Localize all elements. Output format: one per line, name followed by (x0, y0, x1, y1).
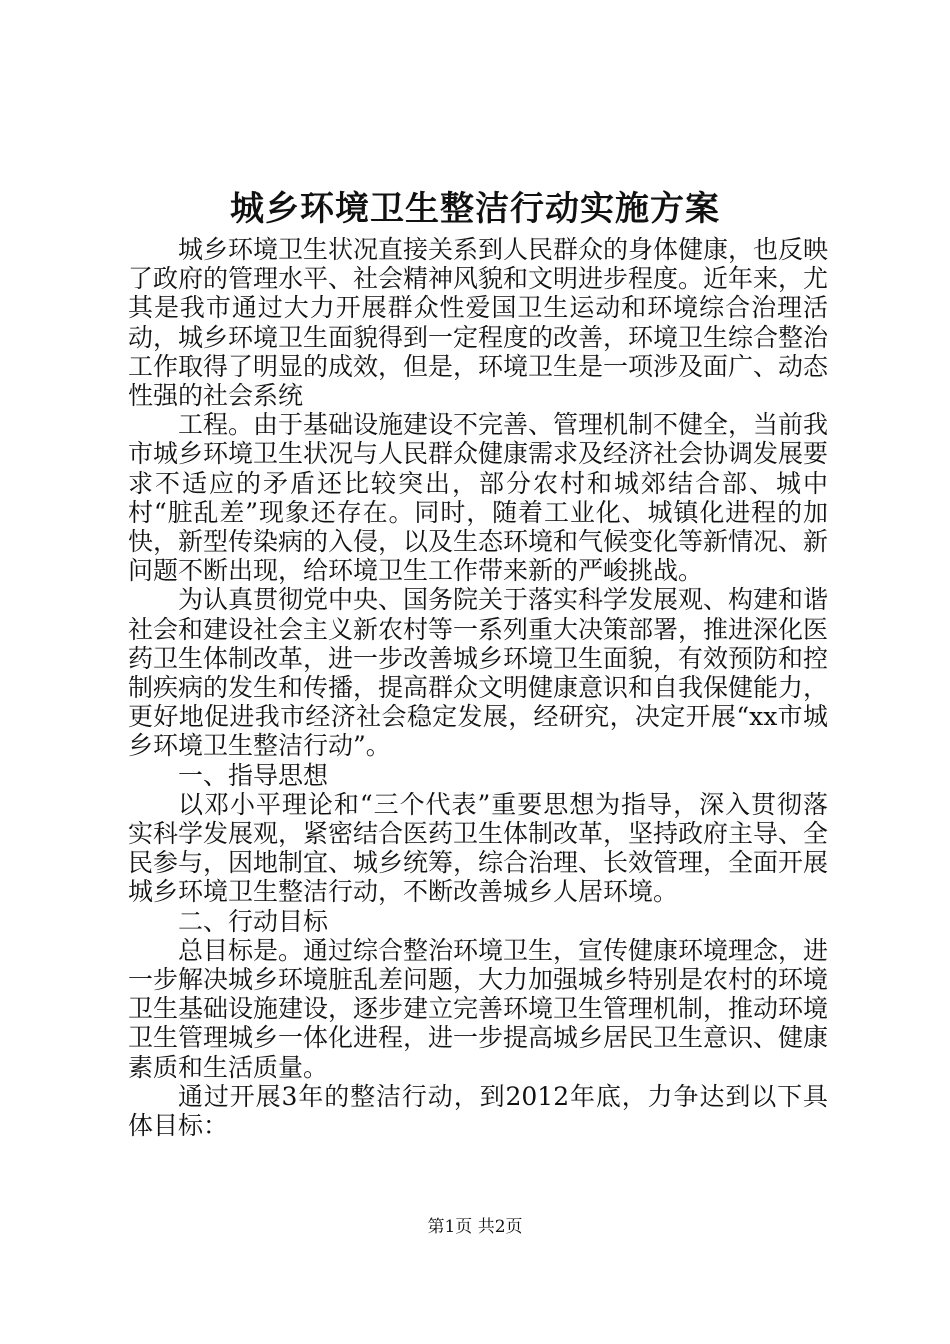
paragraph-intro: 城乡环境卫生状况直接关系到人民群众的身体健康，也反映了政府的管理水平、社会精神风貌和文明进步程度。近年来，尤其是我市通过大力开展群众性爱国卫生运动和环境综合治理活动，城乡环境卫生面貌得到一定程度的改善，环境卫生综合整治工作取得了明显的成效，但是，环境卫生是一项涉及面广、动态性强的社会系统 (128, 235, 829, 411)
page-footer: 第1页 共2页 (427, 1217, 523, 1237)
paragraph-challenges: 工程。由于基础设施建设不完善、管理机制不健全，当前我市城乡环境卫生状况与人民群众健康需求及经济社会协调发展要求不适应的矛盾还比较突出，部分农村和城郊结合部、城中村“脏乱差”现象还存在。同时，随着工业化、城镇化进程的加快，新型传染病的入侵，以及生态环境和气候变化等新情况、新问题不断出现，给环境卫生工作带来新的严峻挑战。 (128, 410, 829, 586)
document-body (128, 235, 828, 1140)
paragraph-decision: 为认真贯彻党中央、国务院关于落实科学发展观、构建和谐社会和建设社会主义新农村等一系列重大决策部署，推进深化医药卫生体制改革，进一步改善城乡环境卫生面貌，有效预防和控制疾病的发生和传播，提高群众文明健康意识和自我保健能力，更好地促进我市经济社会稳定发展，经研究，决定开展“xx市城乡环境卫生整洁行动”。 (128, 585, 829, 761)
paragraph-overall-goal: 总目标是。通过综合整治环境卫生，宣传健康环境理念，进一步解决城乡环境脏乱差问题，大力加强城乡特别是农村的环境卫生基础设施建设，逐步建立完善环境卫生管理机制，推动环境卫生管理城乡一体化进程，进一步提高城乡居民卫生意识、健康素质和生活质量。 (128, 935, 829, 1082)
paragraph-guiding-ideology: 以邓小平理论和“三个代表”重要思想为指导，深入贯彻落实科学发展观，紧密结合医药卫生体制改革，坚持政府主导、全民参与，因地制宜、城乡统筹，综合治理、长效管理，全面开展城乡环境卫生整洁行动，不断改善城乡人居环境。 (128, 789, 829, 907)
section-heading-action-goals: 二、行动目标 (178, 906, 329, 936)
section-heading-guiding-ideology: 一、指导思想 (178, 760, 329, 790)
document-title: 城乡环境卫生整洁行动实施方案 (230, 189, 720, 229)
paragraph-specific-goals: 通过开展3年的整洁行动，到2012年底，力争达到以下具体目标： (128, 1081, 828, 1141)
